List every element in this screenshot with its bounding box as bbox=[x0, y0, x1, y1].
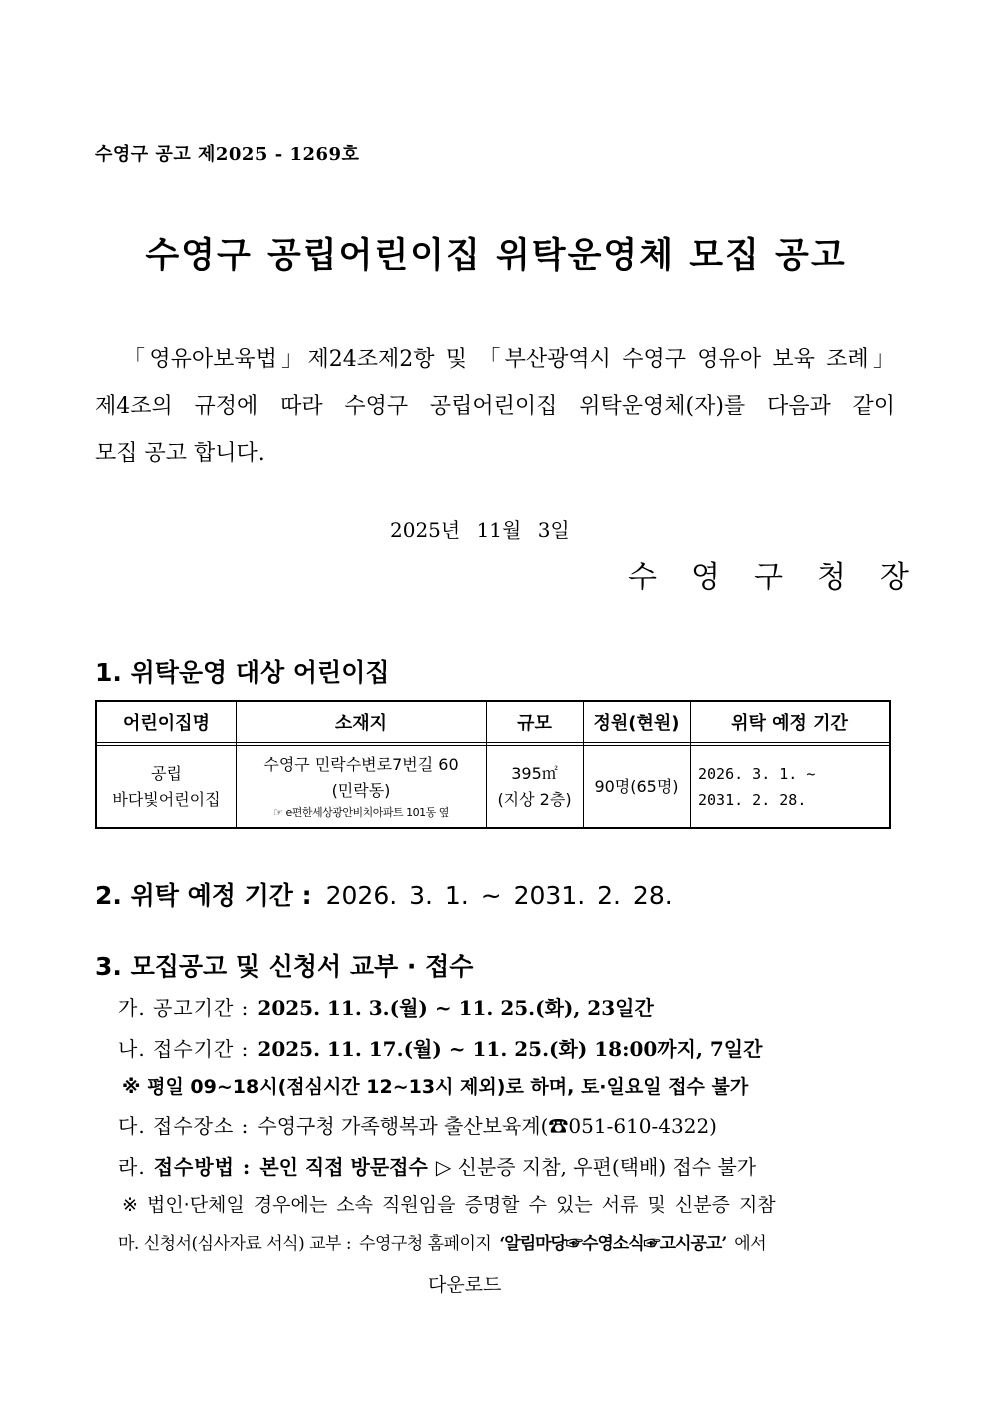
item-na-label: 나. 접수기간 : bbox=[118, 1037, 250, 1061]
item-ra-value-rest: ▷ 신분증 지참, 우편(택배) 접수 불가 bbox=[435, 1155, 757, 1179]
header-address: 소재지 bbox=[334, 713, 388, 734]
header-name: 어린이집명 bbox=[123, 713, 210, 734]
cell-name-line2: 바다빛어린이집 bbox=[112, 789, 221, 809]
cell-period bbox=[690, 746, 889, 827]
item-na-value: 2025. 11. 17.(월) ~ 11. 25.(화) 18:00까지, 7일간 bbox=[257, 1037, 763, 1061]
item-na bbox=[118, 1033, 762, 1062]
item-da-value: 수영구청 가족행복과 출산보육계(☎051-610-4322) bbox=[257, 1114, 717, 1138]
section-2-title bbox=[95, 876, 673, 912]
note-weekday-hours: ※ 평일 09~18시(점심시간 12~13시 제외)로 하며, 토·일요일 접수 불가 bbox=[122, 1076, 749, 1098]
item-ra-prefix: 라. bbox=[118, 1155, 146, 1179]
section-1-title: 1. 위탁운영 대상 어린이집 bbox=[95, 658, 390, 687]
cell-address-line2: (민락동) bbox=[331, 780, 391, 800]
header-period: 위탁 예정 기간 bbox=[731, 713, 848, 734]
cell-name-line1: 공립 bbox=[151, 763, 182, 783]
section-2-label: 2. 위탁 예정 기간 : bbox=[95, 881, 312, 910]
daycare-table bbox=[95, 700, 891, 829]
cell-name bbox=[97, 746, 236, 827]
page-title: 수영구 공립어린이집 위탁운영체 모집 공고 bbox=[145, 236, 847, 276]
item-ma-path: ‘알림마당☞수영소식☞고시공고’ bbox=[499, 1234, 727, 1254]
cell-address bbox=[236, 746, 486, 827]
note-corporation: ※ 법인·단체일 경우에는 소속 직원임을 증명할 수 있는 서류 및 신분증 지참 bbox=[122, 1194, 776, 1216]
cell-address-line1: 수영구 민락수변로7번길 60 bbox=[263, 754, 459, 774]
item-ga-value: 2025. 11. 3.(월) ~ 11. 25.(화), 23일간 bbox=[257, 996, 654, 1020]
cell-size bbox=[486, 746, 583, 827]
header-size: 규모 bbox=[517, 713, 552, 734]
item-ma-suffix: 에서 bbox=[734, 1234, 767, 1254]
cell-size-line1: 395㎡ bbox=[511, 763, 558, 783]
item-ma bbox=[118, 1229, 766, 1254]
notice-date: 2025년 11월 3일 bbox=[390, 518, 570, 542]
cell-capacity bbox=[583, 746, 690, 827]
cell-period-line2: 2031. 2. 28. bbox=[698, 790, 807, 809]
intro-line-3: 모집 공고 합니다. bbox=[95, 441, 265, 466]
item-ra bbox=[118, 1151, 756, 1180]
cell-period-line1: 2026. 3. 1. ~ bbox=[698, 764, 816, 783]
header-capacity: 정원(현원) bbox=[593, 713, 680, 734]
cell-size-line2: (지상 2층) bbox=[497, 789, 572, 809]
item-da-label: 다. 접수장소 : bbox=[118, 1114, 250, 1138]
section-2-period: 2026. 3. 1. ~ 2031. 2. 28. bbox=[325, 881, 673, 910]
notice-number: 수영구 공고 제2025 - 1269호 bbox=[95, 144, 360, 165]
intro-line-1: 「영유아보육법」제24조제2항 및 「부산광역시 수영구 영유아 보육 조례」 bbox=[123, 347, 895, 372]
item-ga-label: 가. 공고기간 : bbox=[118, 996, 250, 1020]
cell-address-note: ☞ e편한세상광안비치아파트 101동 옆 bbox=[273, 805, 449, 819]
item-da bbox=[118, 1110, 717, 1139]
item-ra-label: 접수방법 : bbox=[153, 1155, 252, 1179]
section-3-title: 3. 모집공고 및 신청서 교부 · 접수 bbox=[95, 952, 474, 981]
item-ma-continued: 다운로드 bbox=[428, 1274, 502, 1296]
cell-capacity-value: 90명(65명) bbox=[594, 776, 679, 796]
item-ra-value-bold: 본인 직접 방문접수 bbox=[259, 1155, 428, 1179]
item-ga bbox=[118, 992, 654, 1021]
signer: 수영구청장 bbox=[628, 560, 943, 595]
intro-paragraph bbox=[95, 336, 895, 477]
item-ma-prefix: 수영구청 홈페이지 bbox=[359, 1234, 492, 1254]
item-ma-label: 마. 신청서(심사자료 서식) 교부 : bbox=[118, 1234, 352, 1254]
intro-line-2: 제4조의 규정에 따라 수영구 공립어린이집 위탁운영체(자)를 다음과 같이 bbox=[95, 394, 895, 419]
